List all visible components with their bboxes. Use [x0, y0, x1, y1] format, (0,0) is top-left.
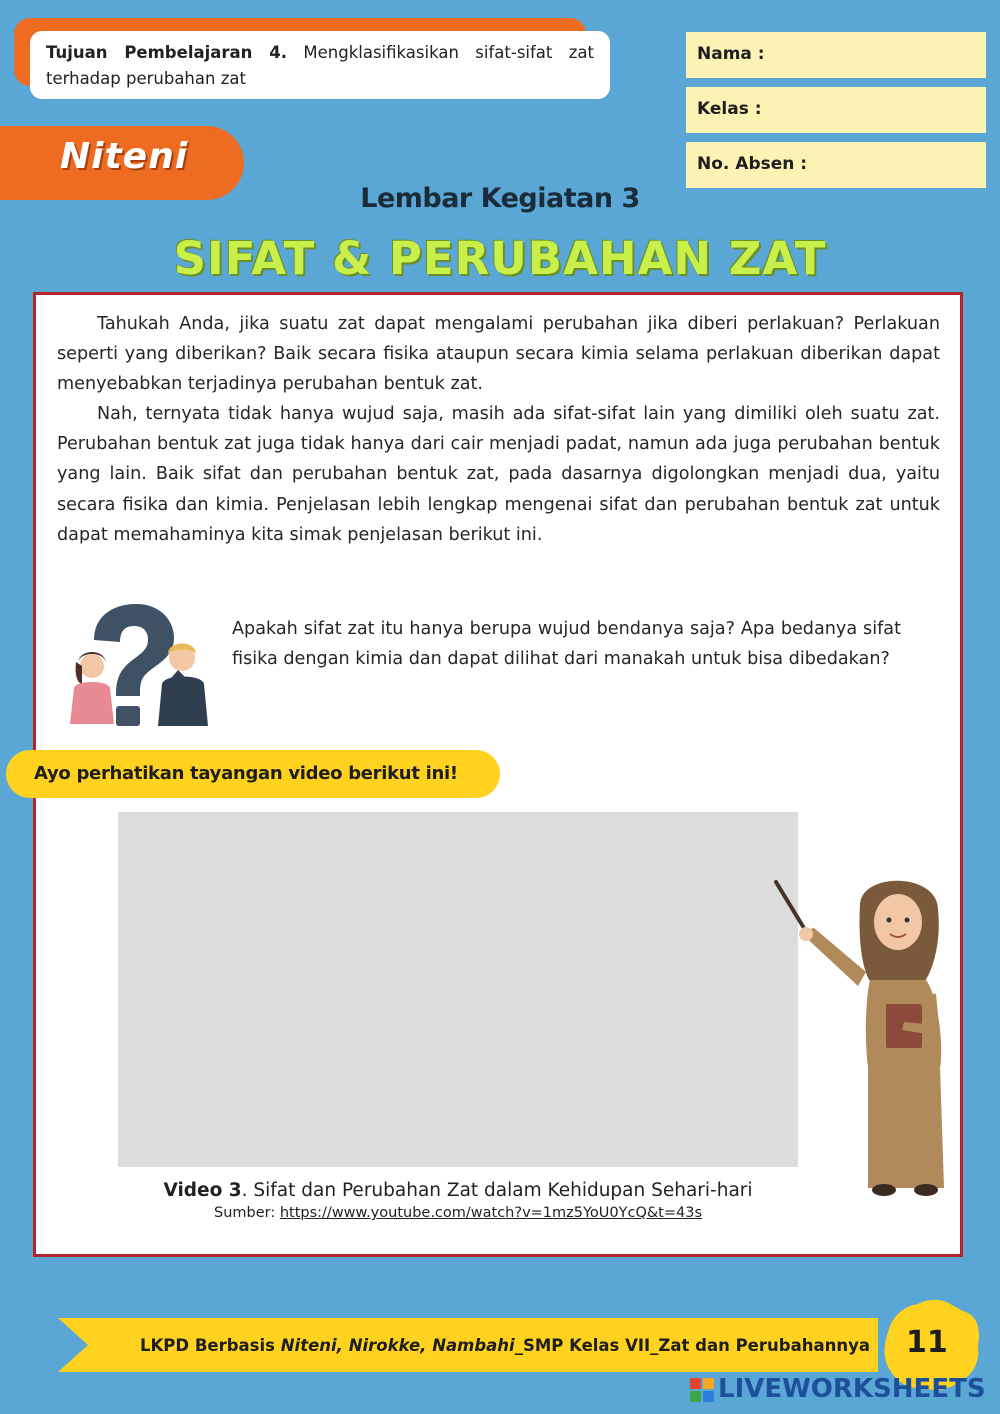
page-title: SIFAT & PERUBAHAN ZAT [173, 232, 827, 285]
activity-title: Lembar Kegiatan 3 [360, 183, 640, 214]
footer-suffix: _SMP Kelas VII_Zat dan Perubahannya [514, 1336, 870, 1355]
absence-label: No. Absen : [697, 154, 808, 174]
name-label: Nama : [697, 44, 765, 64]
objective-label: Tujuan Pembelajaran 4. [46, 43, 288, 62]
footer-prefix: LKPD Berbasis [140, 1336, 281, 1355]
name-field[interactable] [686, 32, 986, 78]
niteni-tag-label: Niteni [60, 136, 189, 177]
page-number: 11 [906, 1325, 948, 1360]
guiding-question: Apakah sifat zat itu hanya berupa wujud bendanya saja? Apa bedanya sifat fisika dengan kimia dan dapat dilihat dari manakah untuk bisa dibedakan? [232, 619, 901, 669]
objective-text: Mengklasifikasikan sifat-sifat zat terhadap perubahan zat [46, 43, 594, 88]
footer-text [140, 1336, 870, 1355]
class-field[interactable] [686, 87, 986, 133]
intro-paragraph-1: Tahukah Anda, jika suatu zat dapat mengalami perubahan jika diberi perlakuan? Perlakuan seperti yang diberikan? Baik secara fisika ataupun secara kimia selama perlakuan diberikan dapat menyebabkan terjadinya perubahan bentuk zat. [57, 314, 940, 395]
absence-number-field[interactable] [686, 142, 986, 188]
video-caption [118, 1180, 798, 1201]
liveworksheets-logo-icon [690, 1378, 714, 1402]
video-source [118, 1205, 798, 1221]
footer-italic: Niteni, Nirokke, Nambahi [280, 1336, 515, 1355]
question-people-illustration [66, 600, 212, 730]
video-caption-label: Video 3 [163, 1180, 242, 1201]
video-player[interactable] [118, 812, 798, 1167]
video-prompt-text: Ayo perhatikan tayangan video berikut ini! [34, 763, 458, 784]
liveworksheets-logo[interactable]: LIVEWORKSHEETS [718, 1374, 986, 1404]
teacher-illustration [770, 876, 954, 1200]
video-source-link[interactable]: https://www.youtube.com/watch?v=1mz5YoU0YcQ&t=43s [279, 1205, 703, 1221]
video-source-label: Sumber: [213, 1205, 280, 1221]
intro-paragraph-2: Nah, ternyata tidak hanya wujud saja, masih ada sifat-sifat lain yang dimiliki oleh suatu zat. Perubahan bentuk zat juga tidak hanya dari cair menjadi padat, namun ada juga perubahan bentuk yang lain. Baik sifat dan perubahan bentuk zat, pada dasarnya digolongkan menjadi dua, yaitu secara fisika dan kimia. Penjelasan lebih lengkap mengenai sifat dan perubahan bentuk zat untuk dapat memahaminya kita simak penjelasan berikut ini. [57, 404, 940, 545]
question-mark-icon [94, 604, 174, 696]
class-label: Kelas : [697, 99, 762, 119]
learning-objective-card [30, 31, 610, 99]
video-caption-text: . Sifat dan Perubahan Zat dalam Kehidupan Sehari-hari [241, 1180, 753, 1201]
